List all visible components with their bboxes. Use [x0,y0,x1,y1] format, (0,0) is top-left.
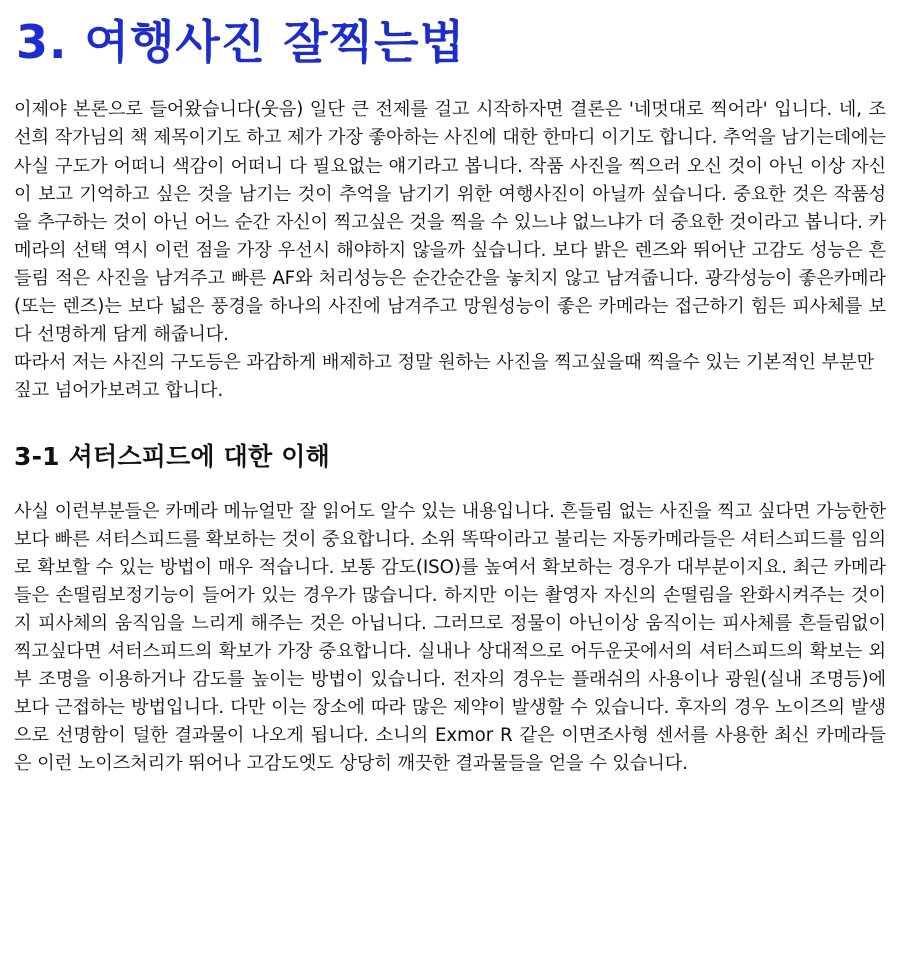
page-title: 3. 여행사진 잘찍는법 [16,15,465,69]
intro-section [14,96,886,405]
shutter-speed-section [14,498,886,779]
paragraph-intro: 이제야 본론으로 들어왔습니다(웃음) 일단 큰 전제를 걸고 시작하자면 결론은 '네멋대로 찍어라' 입니다. 네, 조선희 작가님의 책 제목이기도 하고 제가 가장 좋아하는 사진에 대한 한마디 이기도 합니다. 추억을 남기는데에는 사실 구도가 어떠니 색감이 어떠니 다 필요없는 얘기라고 봅니다. 작품 사진을 찍으러 오신 것이 아닌 이상 자신이 보고 기억하고 싶은 것을 남기는 것이 추억을 남기기 위한 여행사진이 아닐까 싶습니다. 중요한 것은 작품성을 추구하는 것이 아닌 어느 순간 자신이 찍고싶은 것을 찍을 수 있느냐 없느냐가 더 중요한 것이라고 봅니다. 카메라의 선택 역시 이런 점을 가장 우선시 해야하지 않을까 싶습니다. 보다 밝은 렌즈와 뛰어난 고감도 성능은 흔들림 적은 사진을 남겨주고 빠른 AF와 처리성능은 순간순간을 놓치지 않고 남겨줍니다. 광각성능이 좋은카메라(또는 렌즈)는 보다 넓은 풍경을 하나의 사진에 남겨주고 망원성능이 좋은 카메라는 접근하기 힘든 피사체를 보다 선명하게 담게 해줍니다. [14,99,886,346]
paragraph-intro-2: 따라서 저는 사진의 구도등은 과감하게 배제하고 정말 원하는 사진을 찍고싶을때 찍을수 있는 기본적인 부분만 짚고 넘어가보려고 합니다. [14,352,874,402]
section-heading-shutter-speed: 3-1 셔터스피드에 대한 이해 [14,441,330,471]
paragraph-shutter-speed: 사실 이런부분들은 카메라 메뉴얼만 잘 읽어도 알수 있는 내용입니다. 흔들림 없는 사진을 찍고 싶다면 가능한한 보다 빠른 셔터스피드를 확보하는 것이 중요합니다. 소위 똑딱이라고 불리는 자동카메라들은 셔터스피드를 임의로 확보할 수 있는 방법이 매우 적습니다. 보통 감도(ISO)를 높여서 확보하는 경우가 대부분이지요. 최근 카메라들은 손떨림보정기능이 들어가 있는 경우가 많습니다. 하지만 이는 촬영자 자신의 손떨림을 완화시켜주는 것이지 피사체의 움직임을 느리게 해주는 것은 아닙니다. 그러므로 정물이 아닌이상 움직이는 피사체를 흔들림없이 찍고싶다면 셔터스피드의 확보가 가장 중요합니다. 실내나 상대적으로 어두운곳에서의 셔터스피드의 확보는 외부 조명을 이용하거나 감도를 높이는 방법이 있습니다. 전자의 경우는 플래쉬의 사용이나 광원(실내 조명등)에 보다 근접하는 방법입니다. 다만 이는 장소에 따라 많은 제약이 발생할 수 있습니다. 후자의 경우 노이즈의 발생으로 선명함이 덜한 결과물이 나오게 됩니다. 소니의 Exmor R 같은 이면조사형 센서를 사용한 최신 카메라들은 이런 노이즈처리가 뛰어나 고감도엣도 상당히 깨끗한 결과물들을 얻을 수 있습니다. [14,500,886,775]
